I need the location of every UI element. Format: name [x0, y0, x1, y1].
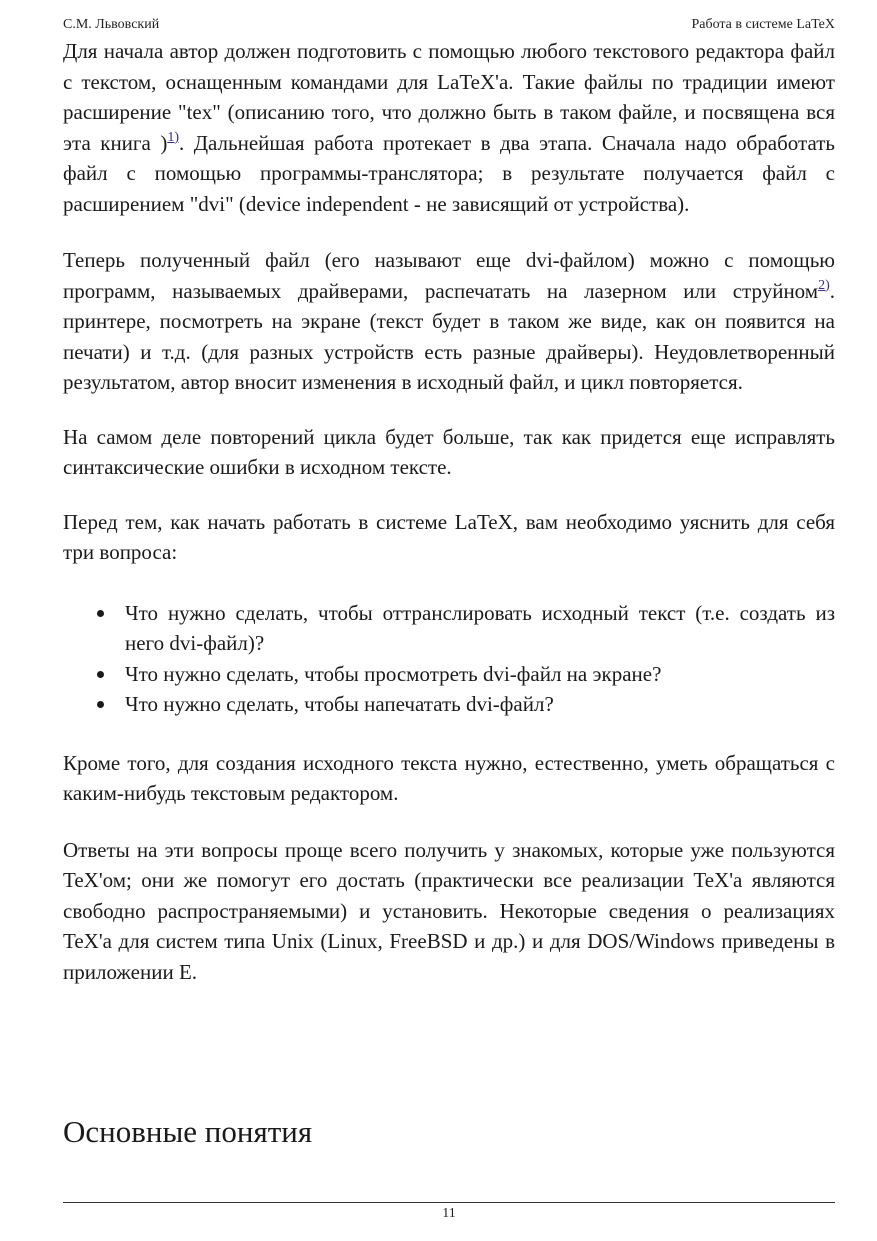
- footnote-link-1[interactable]: 1): [167, 129, 179, 145]
- questions-list: [63, 598, 835, 720]
- section-heading: Основные понятия: [63, 1114, 313, 1149]
- paragraph-text: . Дальнейшая работа протекает в два этапа. Сначала надо обработать файл с помощью программы-транслятора; в результате получается файл с расширением "dvi" (device independent - не зависящий от устройства).: [63, 130, 835, 216]
- list-item: [125, 598, 835, 659]
- header-author: С.М. Львовский: [63, 17, 160, 32]
- paragraph-editor: Кроме того, для создания исходного текста нужно, естественно, уметь обращаться с каким-нибудь текстовым редактором.: [63, 750, 835, 805]
- footnote-link-2[interactable]: 2): [818, 277, 830, 293]
- running-header: [63, 16, 835, 34]
- paragraph-text: Теперь полученный файл (его называют еще dvi-файлом) можно с помощью программ, называемых драйверами, распечатать на лазерном или струйном: [63, 248, 835, 303]
- paragraph-text: . принтере, посмотреть на экране (текст будет в таком же виде, как он появится на печати) и т.д. (для разных устройств есть разные драйверы). Неудовлетворенный результатом, автор вносит изменения в исходный файл, и цикл повторяется.: [63, 278, 835, 394]
- page-number: 11: [442, 1206, 456, 1221]
- paragraph-drivers: [63, 245, 835, 398]
- footer-divider: [63, 1202, 835, 1203]
- header-book-title: Работа в системе LaTeX: [691, 17, 835, 32]
- paragraph-questions-intro: Перед тем, как начать работать в системе LaTeX, вам необходимо уяснить для себя три вопроса:: [63, 509, 835, 564]
- bullet-icon: [97, 610, 104, 617]
- list-item-text: Что нужно сделать, чтобы просмотреть dvi-файл на экране?: [125, 661, 662, 686]
- bullet-icon: [97, 671, 104, 678]
- footnote-ref-2[interactable]: [818, 278, 830, 293]
- paragraph-cycle: На самом деле повторений цикла будет больше, так как придется еще исправлять синтаксические ошибки в исходном тексте.: [63, 424, 835, 479]
- footnote-ref-1[interactable]: [167, 130, 179, 145]
- paragraph-intro: [63, 36, 835, 219]
- list-item: [125, 689, 835, 720]
- list-item-text: Что нужно сделать, чтобы напечатать dvi-файл?: [125, 692, 554, 716]
- list-item-text: Что нужно сделать, чтобы оттранслировать исходный текст (т.е. создать из него dvi-файл)?: [125, 600, 835, 655]
- paragraph-text: Для начала автор должен подготовить с помощью любого текстового редактора файл с текстом, оснащенным командами для LaTeX'а. Такие файлы по традиции имеют расширение "tex" (описанию того, что должно быть в таком файле, и посвящена вся эта книга ): [63, 39, 835, 155]
- page-body: [63, 36, 835, 987]
- paragraph-answers: Ответы на эти вопросы проще всего получить у знакомых, которые уже пользуются TeX'ом; они же помогут его достать (практически все реализации TeX'а являются свободно распространяемыми) и установить. Некоторые сведения о реализациях TeX'а для систем типа Unix (Linux, FreeBSD и др.) и для DOS/Windows приведены в приложении E.: [63, 837, 835, 984]
- bullet-icon: [97, 701, 104, 708]
- list-item: [125, 659, 835, 690]
